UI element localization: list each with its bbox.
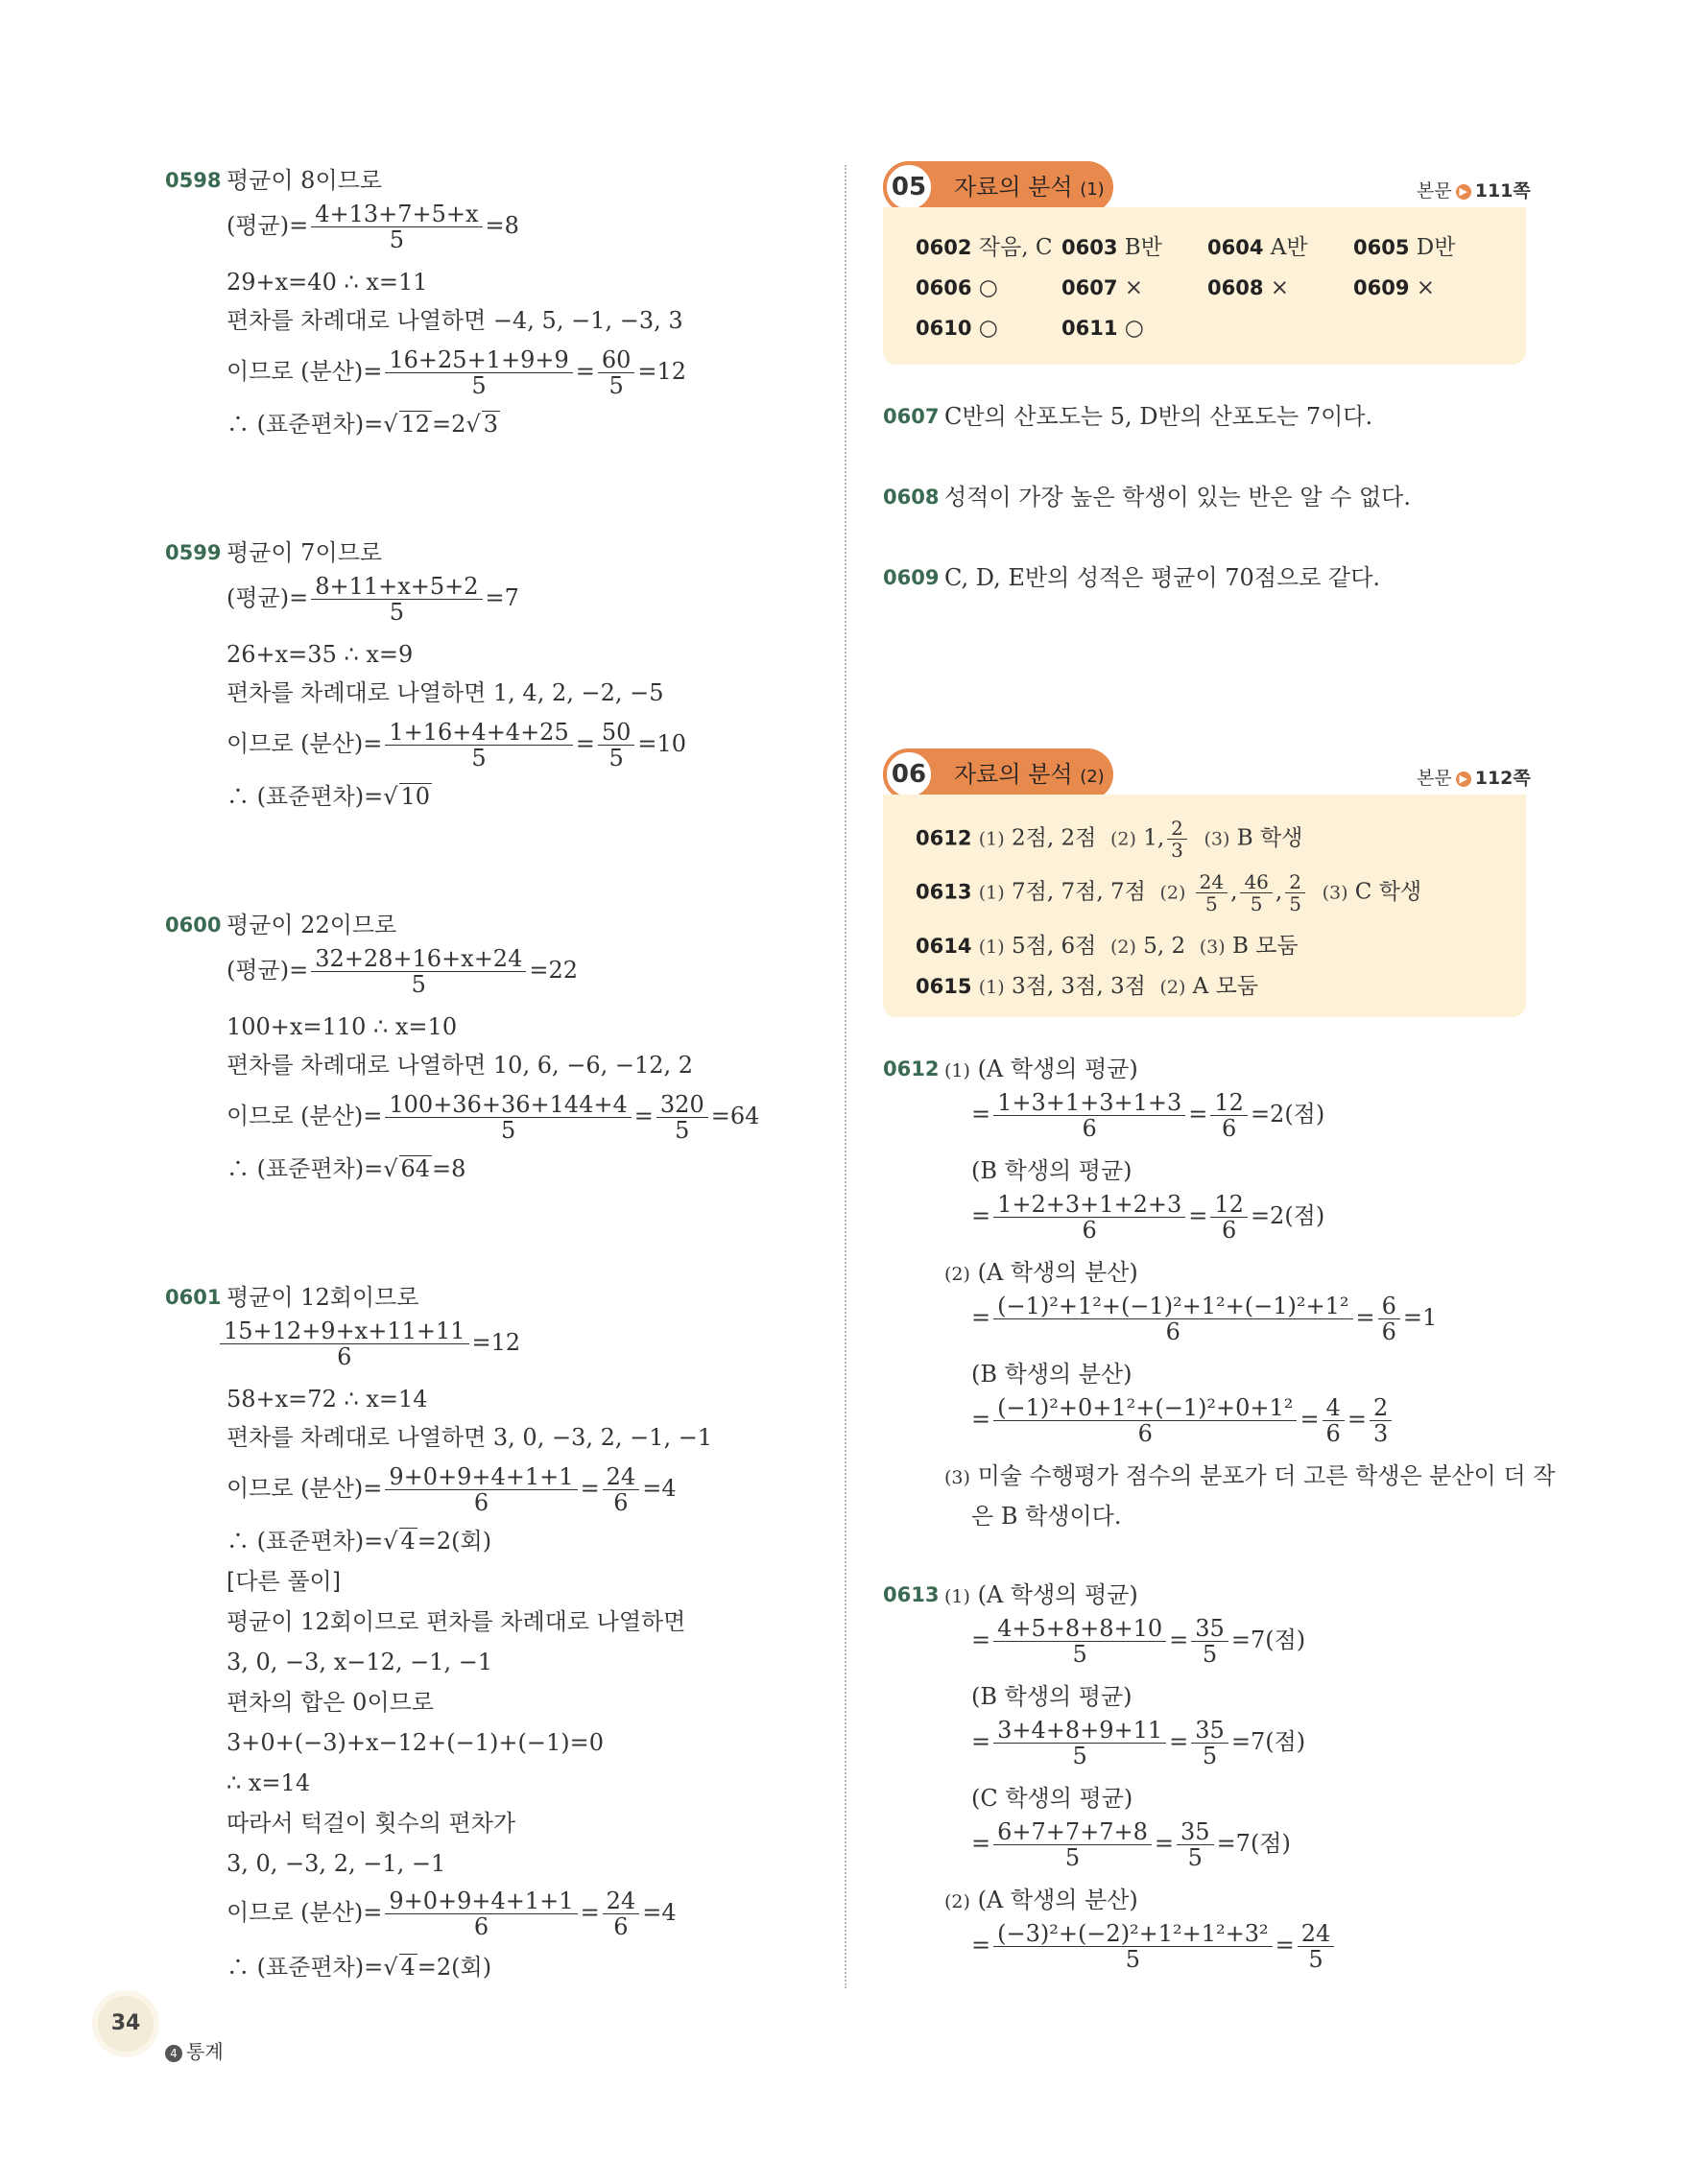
stddev-line: ∴ (표준편차)=√ 4=2(회) [227, 1954, 492, 1981]
mean-equation: (평균)= $\frac{8+11+x+5+2}{5}$ =7 [227, 573, 519, 626]
section-number: 05 [883, 161, 935, 213]
answer-box-06 [883, 795, 1526, 1017]
answer-box-05 [883, 207, 1526, 365]
text-line: ∴ x=14 [227, 1769, 311, 1796]
section-page-ref: 본문 ▶ 112쪽 [1417, 768, 1531, 789]
text-line: 편차의 합은 0이므로 [227, 1689, 434, 1716]
text-line: 편차를 차례대로 나열하면 3, 0, −3, 2, −1, −1 [227, 1424, 713, 1451]
text-line: 100+x=110 ∴ x=10 [227, 1013, 458, 1040]
text-line: (1) (A 학생의 평균) [944, 1581, 1138, 1608]
text-line: 편차를 차례대로 나열하면 −4, 5, −1, −3, 3 [227, 307, 683, 334]
answer-item: 0611 ○ [1061, 316, 1144, 341]
variance-equation: 이므로 (분산)= $\frac{9+0+9+4+1+1}{6}$ = $\frac{24}{6}$ =4 [227, 1463, 677, 1516]
problem-number: 0608 [883, 486, 940, 509]
text-line: 편차를 차례대로 나열하면 10, 6, −6, −12, 2 [227, 1052, 694, 1079]
answer-item: 0604 A반 [1207, 235, 1308, 260]
stddev-line: ∴ (표준편차)=√ 4=2(회) [227, 1528, 492, 1555]
problem-number: 0600 [165, 914, 222, 937]
text-line: C반의 산포도는 5, D반의 산포도는 7이다. [944, 403, 1373, 430]
chapter-number: 4 [165, 2045, 182, 2062]
text-line: (3) 미술 수행평가 점수의 분포가 더 고른 학생은 분산이 더 작 [944, 1462, 1556, 1489]
text-line: (B 학생의 분산) [971, 1361, 1133, 1388]
section-page-ref: 본문 ▶ 111쪽 [1417, 180, 1531, 202]
variance-equation: 이므로 (분산)= $\frac{100+36+36+144+4}{5}$ = $\frac{320}{5}$ =64 [227, 1091, 760, 1144]
text-line: (C 학생의 평균) [971, 1785, 1133, 1812]
equation: = $\frac{\text{(−1)²+1²+(−1)²+1²+(−1)²+1²}}{6}$ = $\frac{6}{6}$ =1 [971, 1293, 1438, 1345]
stddev-line: ∴ (표준편차)=√ 12=2√ 3 [227, 411, 498, 438]
answer-item: 0607 × [1061, 275, 1144, 300]
text-line: 26+x=35 ∴ x=9 [227, 641, 414, 668]
stddev-line: ∴ (표준편차)=√ 10 [227, 783, 431, 810]
problem-number: 0609 [883, 566, 940, 589]
text-line: 평균이 12회이므로 [227, 1284, 419, 1311]
problem-number: 0612 [883, 1057, 940, 1080]
text-line: (1) (A 학생의 평균) [944, 1056, 1138, 1082]
section-title: 자료의 분석 (2) [954, 761, 1105, 788]
problem-number: 0599 [165, 541, 222, 564]
section-title: 자료의 분석 (1) [954, 174, 1105, 201]
text-line: 따라서 턱걸이 횟수의 편차가 [227, 1810, 516, 1837]
text-line: 58+x=72 ∴ x=14 [227, 1386, 428, 1412]
text-line: 29+x=40 ∴ x=11 [227, 269, 428, 296]
arrow-right-icon: ▶ [1456, 772, 1471, 787]
section-number: 06 [883, 748, 935, 800]
problem-number: 0613 [883, 1583, 940, 1606]
mean-equation: (평균)= $\frac{32+28+16+x+24}{5}$ =22 [227, 945, 579, 998]
column-divider [845, 165, 846, 1988]
answer-item: 0603 B반 [1061, 235, 1162, 260]
equation: = $\frac{\text{(−3)²+(−2)²+1²+1²+3²}}{5}$ = $\frac{24}{5}$ [971, 1921, 1337, 1972]
equation: = $\frac{\text{(−1)²+0+1²+(−1)²+0+1²}}{6}$ = $\frac{4}{6}$ = $\frac{2}{3}$ [971, 1395, 1395, 1446]
text-line: 평균이 7이므로 [227, 539, 383, 566]
answer-item: 0612 (1) 2점, 2점 (2) 1, $\frac{2}{3}$ (3) B 학생 [916, 817, 1303, 862]
text-line: 성적이 가장 높은 학생이 있는 반은 알 수 없다. [944, 484, 1411, 510]
variance-equation: 이므로 (분산)= $\frac{9+0+9+4+1+1}{6}$ = $\frac{24}{6}$ =4 [227, 1887, 677, 1940]
answer-item: 0602 작음, C [916, 235, 1053, 260]
variance-equation: 이므로 (분산)= $\frac{1+16+4+4+25}{5}$ = $\frac{50}{5}$ =10 [227, 719, 687, 772]
problem-number: 0607 [883, 405, 940, 428]
text-line: (B 학생의 평균) [971, 1157, 1133, 1184]
text-line: C, D, E반의 성적은 평균이 70점으로 같다. [944, 564, 1381, 591]
text-line: (B 학생의 평균) [971, 1683, 1133, 1710]
text-line: (2) (A 학생의 분산) [944, 1259, 1138, 1286]
mean-equation: $\frac{15+12+9+x+11+11}{6}$ =12 [217, 1318, 520, 1369]
text-line: (2) (A 학생의 분산) [944, 1887, 1138, 1913]
mean-equation: (평균)= $\frac{4+13+7+5+x}{5}$ =8 [227, 201, 519, 253]
text-line: 평균이 12회이므로 편차를 차례대로 나열하면 [227, 1608, 686, 1635]
equation: = $\frac{6+7+7+7+8}{5}$ = $\frac{35}{5}$ =7(점) [971, 1818, 1291, 1871]
text-line: 은 B 학생이다. [971, 1503, 1122, 1530]
answer-item: 0606 ○ [916, 275, 998, 300]
answer-item: 0613 (1) 7점, 7점, 7점 (2) $\frac{24}{5}$ , $\frac{46}{5}$ , $\frac{2}{5}$ (3) C 학생 [916, 870, 1422, 915]
problem-number: 0601 [165, 1286, 222, 1309]
text-line: 평균이 8이므로 [227, 167, 383, 194]
equation: = $\frac{1+3+1+3+1+3}{6}$ = $\frac{12}{6}$ =2(점) [971, 1089, 1325, 1142]
answer-item: 0609 × [1353, 275, 1436, 300]
text-line: 평균이 22이므로 [227, 912, 397, 938]
equation: = $\frac{1+2+3+1+2+3}{6}$ = $\frac{12}{6}$ =2(점) [971, 1191, 1325, 1244]
stddev-line: ∴ (표준편차)=√ 64=8 [227, 1155, 466, 1182]
answer-item: 0610 ○ [916, 316, 998, 341]
answer-item: 0615 (1) 3점, 3점, 3점 (2) A 모둠 [916, 974, 1259, 999]
alt-solution-label: [다른 풀이] [227, 1568, 342, 1595]
equation: = $\frac{4+5+8+8+10}{5}$ = $\frac{35}{5}$ =7(점) [971, 1615, 1306, 1668]
text-line: 3+0+(−3)+x−12+(−1)+(−1)=0 [227, 1729, 604, 1756]
variance-equation: 이므로 (분산)= $\frac{16+25+1+9+9}{5}$ = $\frac{60}{5}$ =12 [227, 346, 687, 399]
answer-item: 0608 × [1207, 275, 1290, 300]
text-line: 3, 0, −3, 2, −1, −1 [227, 1850, 446, 1877]
text-line: 편차를 차례대로 나열하면 1, 4, 2, −2, −5 [227, 679, 664, 706]
answer-item: 0605 D반 [1353, 235, 1456, 260]
equation: = $\frac{3+4+8+9+11}{5}$ = $\frac{35}{5}$ =7(점) [971, 1717, 1306, 1769]
answer-item: 0614 (1) 5점, 6점 (2) 5, 2 (3) B 모둠 [916, 934, 1299, 959]
chapter-label: 4 통계 [165, 2036, 224, 2064]
arrow-right-icon: ▶ [1456, 184, 1471, 200]
page-number: 34 [98, 1996, 154, 2052]
text-line: 3, 0, −3, x−12, −1, −1 [227, 1649, 493, 1675]
problem-number: 0598 [165, 169, 222, 192]
